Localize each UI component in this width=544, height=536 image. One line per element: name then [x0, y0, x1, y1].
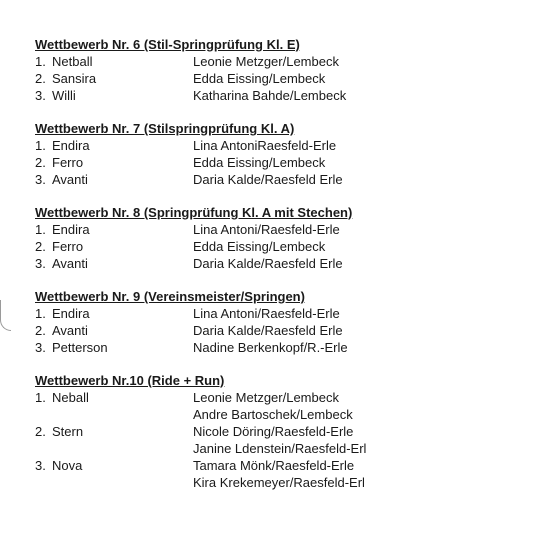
rider-name: Janine Ldenstein/Raesfeld-Erl — [193, 441, 367, 456]
rider-name: Tamara Mönk/Raesfeld-Erle — [193, 458, 355, 473]
place-number: 3. — [35, 458, 46, 473]
rider-name: Edda Eissing/Lembeck — [193, 155, 326, 170]
horse-name: Ferro — [52, 155, 84, 170]
horse-name: Nova — [52, 458, 83, 473]
competition-title: Wettbewerb Nr. 6 (Stil-Springprüfung Kl. E) — [35, 37, 300, 52]
horse-name: Avanti — [52, 323, 88, 338]
rider-name: Andre Bartoschek/Lembeck — [193, 407, 353, 422]
horse-name: Willi — [52, 88, 76, 103]
rider-name: Nadine Berkenkopf/R.-Erle — [193, 340, 348, 355]
result-row — [35, 305, 535, 322]
result-row — [35, 53, 535, 70]
rider-name: Lina Antoni/Raesfeld-Erle — [193, 306, 340, 321]
result-row — [35, 221, 535, 238]
rider-name: Lina AntoniRaesfeld-Erle — [193, 138, 337, 153]
scan-edge-mark — [0, 300, 11, 331]
result-row — [35, 70, 535, 87]
place-number: 2. — [35, 155, 46, 170]
result-row — [35, 87, 535, 104]
result-row — [35, 171, 535, 188]
horse-name: Endira — [52, 222, 90, 237]
competition-section — [35, 372, 535, 491]
horse-name: Sansira — [52, 71, 97, 86]
result-row — [35, 423, 535, 440]
result-row — [35, 389, 535, 406]
rider-name: Edda Eissing/Lembeck — [193, 239, 326, 254]
horse-name: Avanti — [52, 256, 88, 271]
horse-name: Endira — [52, 306, 90, 321]
competition-title: Wettbewerb Nr. 8 (Springprüfung Kl. A mit Stechen) — [35, 205, 353, 220]
result-row — [35, 322, 535, 339]
rider-name: Nicole Döring/Raesfeld-Erle — [193, 424, 354, 439]
place-number: 2. — [35, 424, 46, 439]
place-number: 1. — [35, 54, 46, 69]
rider-name: Kira Krekemeyer/Raesfeld-Erl — [193, 475, 365, 490]
rider-name: Leonie Metzger/Lembeck — [193, 54, 339, 69]
horse-name: Endira — [52, 138, 90, 153]
rider-name: Leonie Metzger/Lembeck — [193, 390, 339, 405]
competition-title: Wettbewerb Nr. 7 (Stilspringprüfung Kl. A) — [35, 121, 295, 136]
competition-section — [35, 204, 535, 272]
place-number: 3. — [35, 256, 46, 271]
result-row — [35, 137, 535, 154]
place-number: 3. — [35, 340, 46, 355]
rider-name: Katharina Bahde/Lembeck — [193, 88, 347, 103]
result-row — [35, 474, 535, 491]
place-number: 1. — [35, 390, 46, 405]
horse-name: Petterson — [52, 340, 108, 355]
competition-title: Wettbewerb Nr. 9 (Vereinsmeister/Springen) — [35, 289, 305, 304]
competition-section — [35, 36, 535, 104]
result-row — [35, 406, 535, 423]
result-row — [35, 440, 535, 457]
place-number: 2. — [35, 323, 46, 338]
rider-name: Daria Kalde/Raesfeld Erle — [193, 256, 343, 271]
place-number: 3. — [35, 88, 46, 103]
place-number: 2. — [35, 71, 46, 86]
competition-section — [35, 120, 535, 188]
result-row — [35, 339, 535, 356]
horse-name: Ferro — [52, 239, 84, 254]
competition-title: Wettbewerb Nr.10 (Ride + Run) — [35, 373, 225, 388]
result-row — [35, 457, 535, 474]
place-number: 3. — [35, 172, 46, 187]
result-row — [35, 154, 535, 171]
horse-name: Avanti — [52, 172, 88, 187]
rider-name: Edda Eissing/Lembeck — [193, 71, 326, 86]
rider-name: Daria Kalde/Raesfeld Erle — [193, 323, 343, 338]
horse-name: Neball — [52, 390, 89, 405]
place-number: 2. — [35, 239, 46, 254]
result-row — [35, 255, 535, 272]
rider-name: Lina Antoni/Raesfeld-Erle — [193, 222, 340, 237]
rider-name: Daria Kalde/Raesfeld Erle — [193, 172, 343, 187]
horse-name: Netball — [52, 54, 93, 69]
horse-name: Stern — [52, 424, 84, 439]
competition-section — [35, 288, 535, 356]
place-number: 1. — [35, 138, 46, 153]
place-number: 1. — [35, 306, 46, 321]
place-number: 1. — [35, 222, 46, 237]
result-row — [35, 238, 535, 255]
